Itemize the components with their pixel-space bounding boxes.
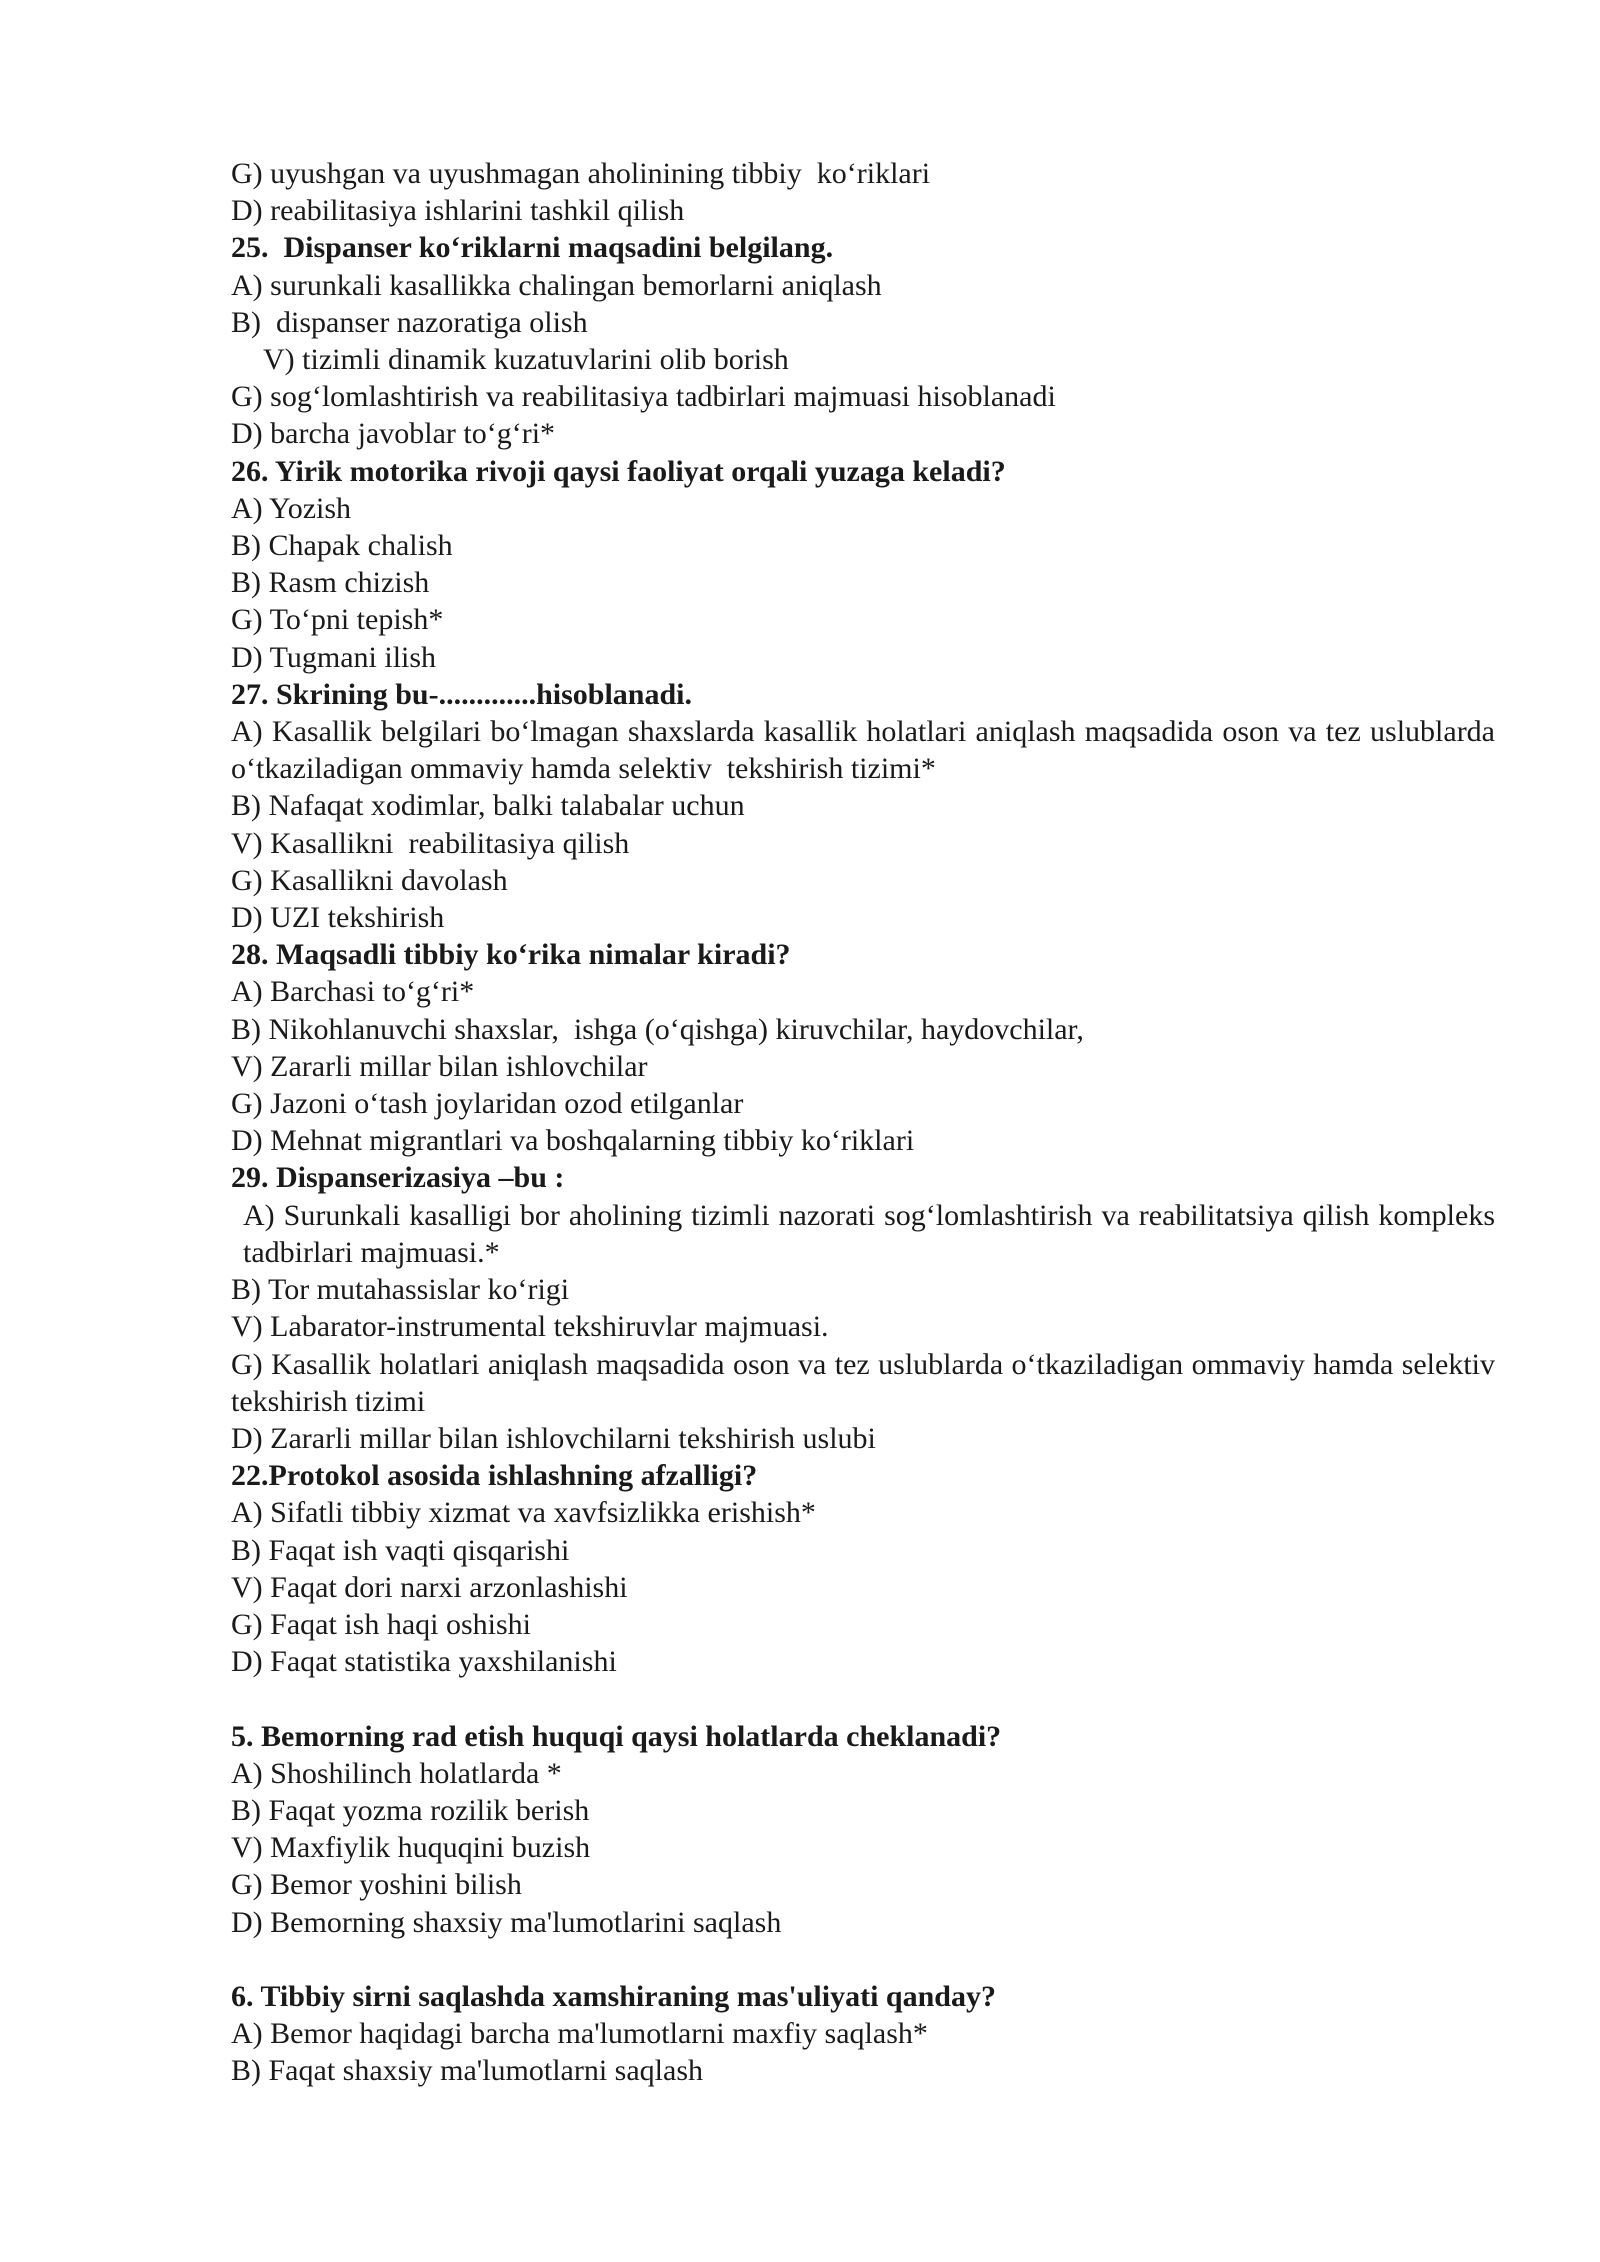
question-heading: 29. Dispanserizasiya –bu :	[231, 1161, 565, 1195]
option-line: V) Faqat dori narxi arzonlashishi	[231, 1570, 628, 1604]
option-line: D) Faqat statistika yaxshilanishi	[231, 1645, 617, 1679]
option-line: B) Nafaqat xodimlar, balki talabalar uchun	[231, 789, 745, 823]
option-line: B) Rasm chizish	[231, 566, 430, 600]
option-line: D) Tugmani ilish	[231, 640, 437, 674]
option-line: G) sog‘lomlashtirish va reabilitasiya tadbirlari majmuasi hisoblanadi	[231, 380, 1056, 414]
option-line: A) Bemor haqidagi barcha ma'lumotlarni maxfiy saqlash*	[231, 2017, 928, 2051]
option-line: V) Kasallikni reabilitasiya qilish	[231, 826, 630, 860]
option-line: A) Shoshilinch holatlarda *	[231, 1756, 562, 1790]
option-line: B) Nikohlanuvchi shaxslar, ishga (o‘qishga) kiruvchilar, haydovchilar,	[231, 1012, 1084, 1046]
option-line: D) Zararli millar bilan ishlovchilarni tekshirish uslubi	[231, 1421, 876, 1455]
option-line: A) Kasallik belgilari bo‘lmagan shaxslarda kasallik holatlari aniqlash maqsadida oson va tez uslublarda o‘tkaziladigan ommaviy hamda selektiv tekshirish tizimi*	[231, 715, 1503, 786]
option-line: A) surunkali kasallikka chalingan bemorlarni aniqlash	[231, 268, 882, 302]
option-line: V) tizimli dinamik kuzatuvlarini olib borish	[263, 343, 789, 377]
option-line: D) reabilitasiya ishlarini tashkil qilish	[231, 194, 685, 228]
option-line: D) barcha javoblar to‘g‘ri*	[231, 417, 556, 451]
question-heading: 25. Dispanser ko‘riklarni maqsadini belgilang.	[231, 231, 834, 265]
option-line: D) Mehnat migrantlari va boshqalarning tibbiy ko‘riklari	[231, 1124, 915, 1158]
option-line: B) Faqat ish vaqti qisqarishi	[231, 1533, 570, 1567]
question-heading: 22.Protokol asosida ishlashning afzalligi?	[231, 1459, 758, 1493]
option-line: B) Faqat shaxsiy ma'lumotlarni saqlash	[231, 2054, 704, 2088]
question-heading: 5. Bemorning rad etish huquqi qaysi holatlarda cheklanadi?	[231, 1719, 1002, 1753]
option-line: A) Yozish	[231, 491, 352, 525]
option-line: B) Tor mutahassislar ko‘rigi	[231, 1273, 570, 1307]
option-line: A) Surunkali kasalligi bor aholining tizimli nazorati sog‘lomlashtirish va reabilitatsiya qilish kompleks tadbirlari majmuasi.*	[243, 1198, 1503, 1269]
option-line: G) To‘pni tepish*	[231, 603, 444, 637]
option-line: G) uyushgan va uyushmagan aholinining tibbiy ko‘riklari	[231, 157, 931, 190]
document-page	[231, 155, 1510, 2090]
question-heading: 27. Skrining bu-.............hisoblanadi.	[231, 677, 693, 711]
option-line: G) Bemor yoshini bilish	[231, 1868, 522, 1902]
option-line: V) Maxfiylik huquqini buzish	[231, 1831, 591, 1865]
option-line: B) dispanser nazoratiga olish	[231, 305, 588, 339]
option-line: V) Zararli millar bilan ishlovchilar	[231, 1049, 648, 1083]
option-line: G) Jazoni o‘tash joylaridan ozod etilganlar	[231, 1087, 744, 1121]
option-line: A) Barchasi to‘g‘ri*	[231, 975, 475, 1009]
option-line: D) UZI tekshirish	[231, 901, 445, 935]
option-line: G) Faqat ish haqi oshishi	[231, 1607, 531, 1641]
option-line: G) Kasallikni davolash	[231, 863, 508, 897]
question-heading: 26. Yirik motorika rivoji qaysi faoliyat orqali yuzaga keladi?	[231, 454, 1006, 488]
question-heading: 6. Tibbiy sirni saqlashda xamshiraning mas'uliyati qanday?	[231, 1979, 996, 2013]
option-line: B) Faqat yozma rozilik berish	[231, 1793, 590, 1827]
option-line: D) Bemorning shaxsiy ma'lumotlarini saqlash	[231, 1905, 782, 1939]
paragraph-gap	[231, 1680, 1495, 1717]
option-line: G) Kasallik holatlari aniqlash maqsadida oson va tez uslublarda o‘tkaziladigan ommaviy hamda selektiv tekshirish tizimi	[231, 1347, 1510, 1418]
option-line: V) Labarator-instrumental tekshiruvlar majmuasi.	[231, 1310, 829, 1344]
option-line: B) Chapak chalish	[231, 529, 453, 563]
option-line: A) Sifatli tibbiy xizmat va xavfsizlikka erishish*	[231, 1496, 816, 1530]
paragraph-gap	[231, 1941, 1495, 1978]
question-heading: 28. Maqsadli tibbiy ko‘rika nimalar kiradi?	[231, 938, 791, 972]
